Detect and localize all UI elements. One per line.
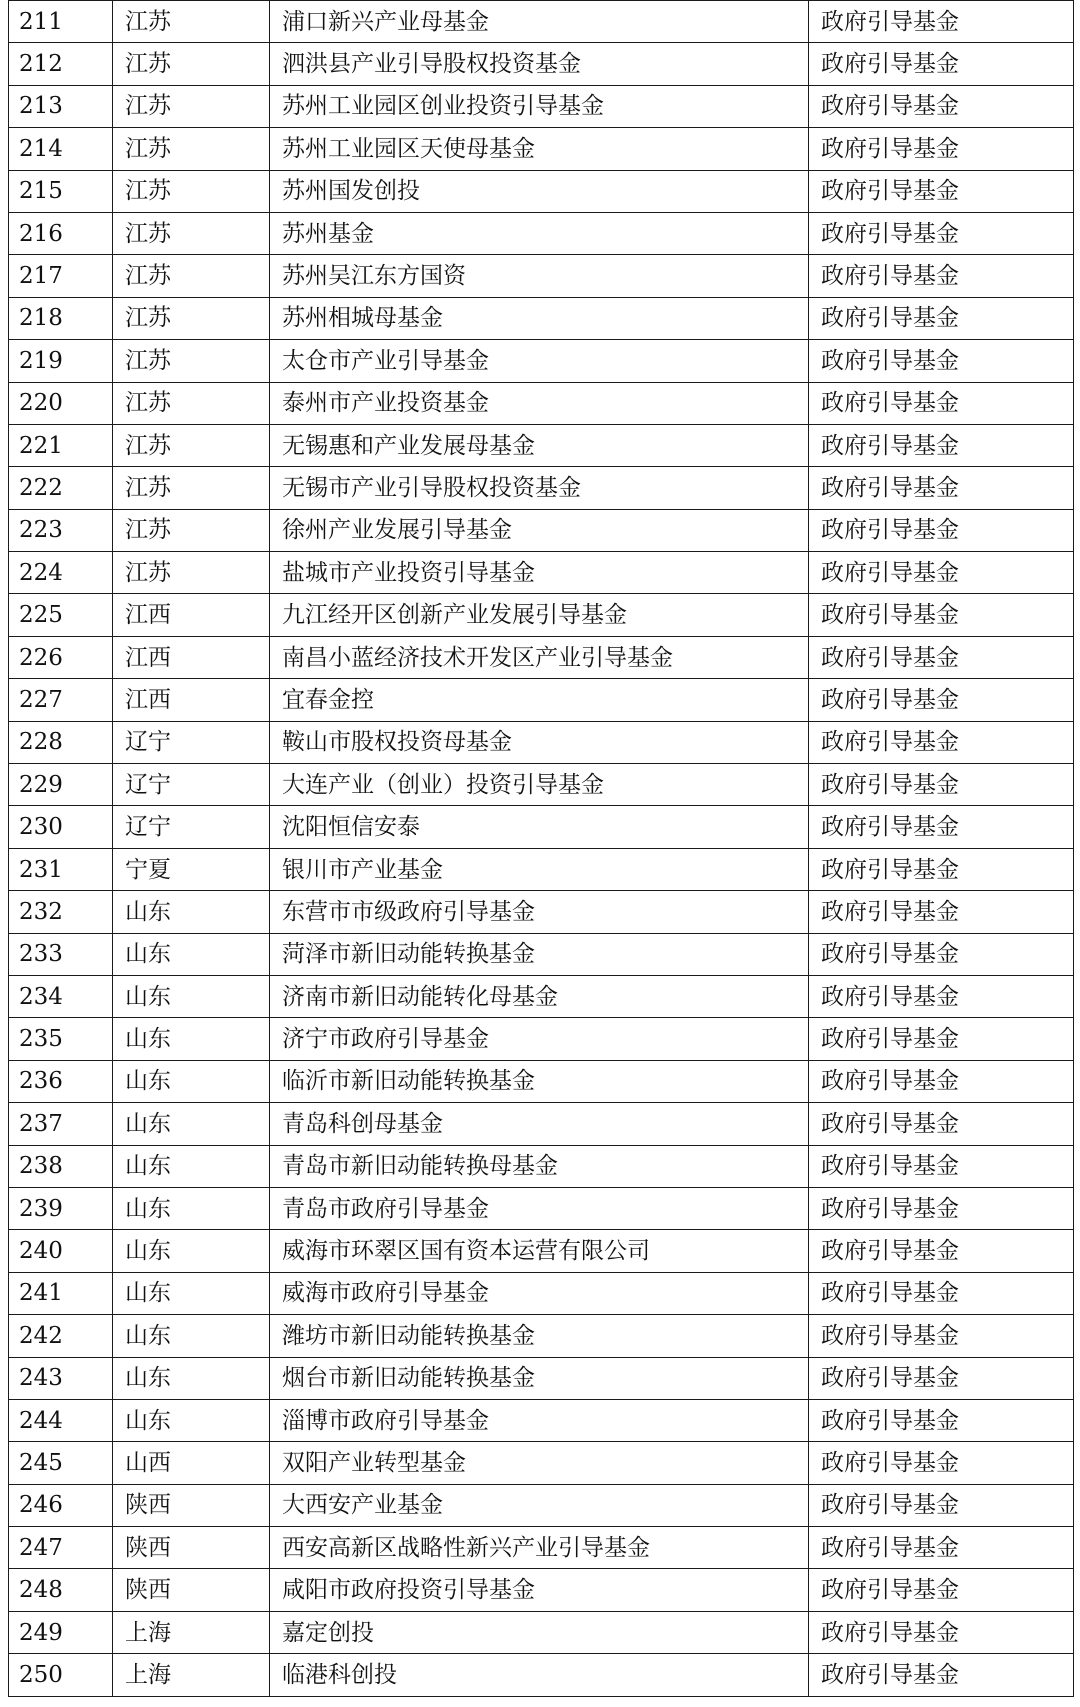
province-cell: 山东 xyxy=(113,933,270,975)
fund-name-cell: 苏州工业园区创业投资引导基金 xyxy=(270,85,809,127)
table-row xyxy=(9,85,1074,127)
fund-name-cell: 盐城市产业投资引导基金 xyxy=(270,552,809,594)
fund-name-cell: 泰州市产业投资基金 xyxy=(270,382,809,424)
table-row xyxy=(9,975,1074,1017)
fund-name-cell: 嘉定创投 xyxy=(270,1611,809,1653)
row-number-cell: 217 xyxy=(9,255,113,297)
row-number-cell: 219 xyxy=(9,340,113,382)
province-cell: 陕西 xyxy=(113,1484,270,1526)
row-number-cell: 216 xyxy=(9,212,113,254)
province-cell: 上海 xyxy=(113,1654,270,1696)
fund-name-cell: 临港科创投 xyxy=(270,1654,809,1696)
province-cell: 江苏 xyxy=(113,552,270,594)
province-cell: 山西 xyxy=(113,1442,270,1484)
province-cell: 江西 xyxy=(113,679,270,721)
fund-name-cell: 菏泽市新旧动能转换基金 xyxy=(270,933,809,975)
fund-name-cell: 烟台市新旧动能转换基金 xyxy=(270,1357,809,1399)
province-cell: 山东 xyxy=(113,1399,270,1441)
fund-type-cell: 政府引导基金 xyxy=(809,636,1074,678)
fund-name-cell: 青岛市新旧动能转换母基金 xyxy=(270,1145,809,1187)
fund-name-cell: 沈阳恒信安泰 xyxy=(270,806,809,848)
fund-type-cell: 政府引导基金 xyxy=(809,85,1074,127)
table-row xyxy=(9,212,1074,254)
fund-name-cell: 鞍山市股权投资母基金 xyxy=(270,721,809,763)
row-number-cell: 243 xyxy=(9,1357,113,1399)
row-number-cell: 226 xyxy=(9,636,113,678)
province-cell: 江苏 xyxy=(113,509,270,551)
province-cell: 江苏 xyxy=(113,255,270,297)
row-number-cell: 224 xyxy=(9,552,113,594)
fund-name-cell: 潍坊市新旧动能转换基金 xyxy=(270,1315,809,1357)
fund-type-cell: 政府引导基金 xyxy=(809,1018,1074,1060)
province-cell: 山东 xyxy=(113,1060,270,1102)
fund-type-cell: 政府引导基金 xyxy=(809,1103,1074,1145)
row-number-cell: 244 xyxy=(9,1399,113,1441)
fund-type-cell: 政府引导基金 xyxy=(809,1060,1074,1102)
fund-name-cell: 太仓市产业引导基金 xyxy=(270,340,809,382)
fund-name-cell: 济宁市政府引导基金 xyxy=(270,1018,809,1060)
fund-type-cell: 政府引导基金 xyxy=(809,424,1074,466)
fund-name-cell: 双阳产业转型基金 xyxy=(270,1442,809,1484)
fund-name-cell: 临沂市新旧动能转换基金 xyxy=(270,1060,809,1102)
fund-name-cell: 无锡市产业引导股权投资基金 xyxy=(270,467,809,509)
row-number-cell: 250 xyxy=(9,1654,113,1696)
fund-name-cell: 苏州相城母基金 xyxy=(270,297,809,339)
fund-name-cell: 九江经开区创新产业发展引导基金 xyxy=(270,594,809,636)
fund-type-cell: 政府引导基金 xyxy=(809,848,1074,890)
fund-type-cell: 政府引导基金 xyxy=(809,721,1074,763)
row-number-cell: 247 xyxy=(9,1527,113,1569)
fund-name-cell: 南昌小蓝经济技术开发区产业引导基金 xyxy=(270,636,809,678)
fund-type-cell: 政府引导基金 xyxy=(809,1654,1074,1696)
row-number-cell: 235 xyxy=(9,1018,113,1060)
province-cell: 山东 xyxy=(113,1357,270,1399)
fund-type-cell: 政府引导基金 xyxy=(809,1230,1074,1272)
table-row xyxy=(9,170,1074,212)
row-number-cell: 237 xyxy=(9,1103,113,1145)
table-row xyxy=(9,806,1074,848)
row-number-cell: 215 xyxy=(9,170,113,212)
row-number-cell: 211 xyxy=(9,1,113,43)
fund-type-cell: 政府引导基金 xyxy=(809,1442,1074,1484)
province-cell: 陕西 xyxy=(113,1527,270,1569)
fund-type-cell: 政府引导基金 xyxy=(809,1399,1074,1441)
fund-name-cell: 淄博市政府引导基金 xyxy=(270,1399,809,1441)
province-cell: 江苏 xyxy=(113,212,270,254)
province-cell: 江苏 xyxy=(113,170,270,212)
province-cell: 江苏 xyxy=(113,340,270,382)
fund-name-cell: 大西安产业基金 xyxy=(270,1484,809,1526)
table-row xyxy=(9,1,1074,43)
fund-name-cell: 泗洪县产业引导股权投资基金 xyxy=(270,43,809,85)
table-row xyxy=(9,764,1074,806)
table-row xyxy=(9,636,1074,678)
fund-name-cell: 苏州工业园区天使母基金 xyxy=(270,128,809,170)
province-cell: 江西 xyxy=(113,594,270,636)
fund-type-cell: 政府引导基金 xyxy=(809,764,1074,806)
fund-type-cell: 政府引导基金 xyxy=(809,1187,1074,1229)
row-number-cell: 245 xyxy=(9,1442,113,1484)
fund-name-cell: 苏州基金 xyxy=(270,212,809,254)
row-number-cell: 212 xyxy=(9,43,113,85)
table-row xyxy=(9,1527,1074,1569)
table-row xyxy=(9,1145,1074,1187)
province-cell: 江苏 xyxy=(113,382,270,424)
fund-type-cell: 政府引导基金 xyxy=(809,1527,1074,1569)
row-number-cell: 234 xyxy=(9,975,113,1017)
table-row xyxy=(9,1442,1074,1484)
table-row xyxy=(9,594,1074,636)
fund-name-cell: 青岛市政府引导基金 xyxy=(270,1187,809,1229)
fund-name-cell: 银川市产业基金 xyxy=(270,848,809,890)
row-number-cell: 241 xyxy=(9,1272,113,1314)
fund-type-cell: 政府引导基金 xyxy=(809,255,1074,297)
row-number-cell: 236 xyxy=(9,1060,113,1102)
row-number-cell: 218 xyxy=(9,297,113,339)
fund-type-cell: 政府引导基金 xyxy=(809,594,1074,636)
province-cell: 山东 xyxy=(113,1272,270,1314)
fund-type-cell: 政府引导基金 xyxy=(809,1,1074,43)
row-number-cell: 240 xyxy=(9,1230,113,1272)
table-row xyxy=(9,721,1074,763)
table-row xyxy=(9,933,1074,975)
province-cell: 辽宁 xyxy=(113,764,270,806)
row-number-cell: 248 xyxy=(9,1569,113,1611)
fund-name-cell: 徐州产业发展引导基金 xyxy=(270,509,809,551)
province-cell: 辽宁 xyxy=(113,721,270,763)
province-cell: 山东 xyxy=(113,975,270,1017)
fund-list-table xyxy=(8,0,1074,1697)
fund-type-cell: 政府引导基金 xyxy=(809,975,1074,1017)
row-number-cell: 231 xyxy=(9,848,113,890)
fund-type-cell: 政府引导基金 xyxy=(809,933,1074,975)
fund-type-cell: 政府引导基金 xyxy=(809,1145,1074,1187)
province-cell: 江苏 xyxy=(113,297,270,339)
province-cell: 山东 xyxy=(113,891,270,933)
fund-name-cell: 苏州吴江东方国资 xyxy=(270,255,809,297)
table-row xyxy=(9,43,1074,85)
table-row xyxy=(9,1103,1074,1145)
table-row xyxy=(9,1399,1074,1441)
fund-type-cell: 政府引导基金 xyxy=(809,467,1074,509)
row-number-cell: 228 xyxy=(9,721,113,763)
row-number-cell: 225 xyxy=(9,594,113,636)
fund-type-cell: 政府引导基金 xyxy=(809,552,1074,594)
province-cell: 山东 xyxy=(113,1230,270,1272)
province-cell: 江苏 xyxy=(113,85,270,127)
table-row xyxy=(9,679,1074,721)
province-cell: 江苏 xyxy=(113,43,270,85)
province-cell: 山东 xyxy=(113,1145,270,1187)
table-row xyxy=(9,255,1074,297)
province-cell: 山东 xyxy=(113,1103,270,1145)
table-row xyxy=(9,382,1074,424)
fund-type-cell: 政府引导基金 xyxy=(809,43,1074,85)
table-row xyxy=(9,1230,1074,1272)
province-cell: 江苏 xyxy=(113,424,270,466)
fund-type-cell: 政府引导基金 xyxy=(809,1272,1074,1314)
fund-list-body xyxy=(9,1,1074,1697)
province-cell: 上海 xyxy=(113,1611,270,1653)
table-row xyxy=(9,509,1074,551)
fund-name-cell: 大连产业（创业）投资引导基金 xyxy=(270,764,809,806)
fund-name-cell: 无锡惠和产业发展母基金 xyxy=(270,424,809,466)
table-row xyxy=(9,848,1074,890)
fund-type-cell: 政府引导基金 xyxy=(809,1357,1074,1399)
fund-type-cell: 政府引导基金 xyxy=(809,212,1074,254)
fund-name-cell: 苏州国发创投 xyxy=(270,170,809,212)
table-row xyxy=(9,552,1074,594)
fund-type-cell: 政府引导基金 xyxy=(809,128,1074,170)
table-row xyxy=(9,1272,1074,1314)
fund-name-cell: 青岛科创母基金 xyxy=(270,1103,809,1145)
fund-name-cell: 西安高新区战略性新兴产业引导基金 xyxy=(270,1527,809,1569)
province-cell: 辽宁 xyxy=(113,806,270,848)
province-cell: 陕西 xyxy=(113,1569,270,1611)
row-number-cell: 221 xyxy=(9,424,113,466)
row-number-cell: 213 xyxy=(9,85,113,127)
province-cell: 山东 xyxy=(113,1187,270,1229)
table-row xyxy=(9,891,1074,933)
row-number-cell: 239 xyxy=(9,1187,113,1229)
province-cell: 山东 xyxy=(113,1315,270,1357)
row-number-cell: 223 xyxy=(9,509,113,551)
row-number-cell: 233 xyxy=(9,933,113,975)
table-row xyxy=(9,1060,1074,1102)
row-number-cell: 238 xyxy=(9,1145,113,1187)
province-cell: 江苏 xyxy=(113,467,270,509)
row-number-cell: 230 xyxy=(9,806,113,848)
fund-type-cell: 政府引导基金 xyxy=(809,382,1074,424)
row-number-cell: 246 xyxy=(9,1484,113,1526)
fund-name-cell: 威海市政府引导基金 xyxy=(270,1272,809,1314)
fund-name-cell: 东营市市级政府引导基金 xyxy=(270,891,809,933)
fund-type-cell: 政府引导基金 xyxy=(809,1569,1074,1611)
fund-type-cell: 政府引导基金 xyxy=(809,891,1074,933)
row-number-cell: 249 xyxy=(9,1611,113,1653)
table-row xyxy=(9,297,1074,339)
table-row xyxy=(9,1187,1074,1229)
fund-type-cell: 政府引导基金 xyxy=(809,679,1074,721)
table-row xyxy=(9,1569,1074,1611)
fund-name-cell: 浦口新兴产业母基金 xyxy=(270,1,809,43)
fund-name-cell: 咸阳市政府投资引导基金 xyxy=(270,1569,809,1611)
row-number-cell: 229 xyxy=(9,764,113,806)
fund-name-cell: 威海市环翠区国有资本运营有限公司 xyxy=(270,1230,809,1272)
table-row xyxy=(9,1315,1074,1357)
province-cell: 山东 xyxy=(113,1018,270,1060)
fund-type-cell: 政府引导基金 xyxy=(809,297,1074,339)
fund-type-cell: 政府引导基金 xyxy=(809,1611,1074,1653)
table-row xyxy=(9,128,1074,170)
province-cell: 江西 xyxy=(113,636,270,678)
fund-name-cell: 济南市新旧动能转化母基金 xyxy=(270,975,809,1017)
province-cell: 宁夏 xyxy=(113,848,270,890)
row-number-cell: 232 xyxy=(9,891,113,933)
province-cell: 江苏 xyxy=(113,128,270,170)
table-row xyxy=(9,1654,1074,1696)
fund-type-cell: 政府引导基金 xyxy=(809,806,1074,848)
table-row xyxy=(9,1611,1074,1653)
table-row xyxy=(9,467,1074,509)
fund-type-cell: 政府引导基金 xyxy=(809,1315,1074,1357)
fund-name-cell: 宜春金控 xyxy=(270,679,809,721)
table-row xyxy=(9,1484,1074,1526)
fund-type-cell: 政府引导基金 xyxy=(809,509,1074,551)
province-cell: 江苏 xyxy=(113,1,270,43)
row-number-cell: 220 xyxy=(9,382,113,424)
table-row xyxy=(9,340,1074,382)
row-number-cell: 222 xyxy=(9,467,113,509)
fund-type-cell: 政府引导基金 xyxy=(809,340,1074,382)
row-number-cell: 214 xyxy=(9,128,113,170)
row-number-cell: 242 xyxy=(9,1315,113,1357)
table-row xyxy=(9,424,1074,466)
fund-type-cell: 政府引导基金 xyxy=(809,1484,1074,1526)
fund-type-cell: 政府引导基金 xyxy=(809,170,1074,212)
table-row xyxy=(9,1018,1074,1060)
row-number-cell: 227 xyxy=(9,679,113,721)
table-row xyxy=(9,1357,1074,1399)
